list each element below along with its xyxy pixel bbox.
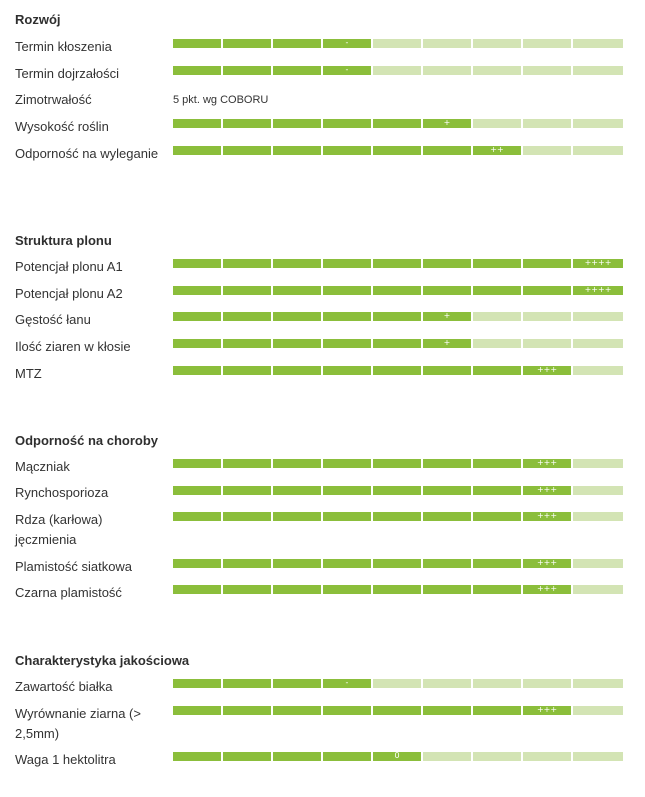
rating-segment-filled: [273, 706, 321, 715]
rating-segment-filled: [423, 486, 471, 495]
rating-segment-empty: [473, 39, 521, 48]
rating-segment-filled: [223, 119, 271, 128]
row-label: Wysokość roślin: [15, 119, 109, 134]
rating-segment-filled: [273, 119, 321, 128]
rating-segment-empty: [423, 66, 471, 75]
rating-segment-empty: [573, 146, 623, 155]
rating-segment-filled: [223, 339, 271, 348]
rating-segment-empty: [573, 512, 623, 521]
rating-segment-filled: [173, 312, 221, 321]
rating-segment-empty: [573, 752, 623, 761]
rating-segment-filled: [273, 752, 321, 761]
rating-segment-filled: [423, 459, 471, 468]
rating-segment-filled: [473, 512, 521, 521]
rating-segment-filled: [373, 146, 421, 155]
rating-segment-filled: [173, 706, 221, 715]
rating-segment-empty: [523, 66, 571, 75]
row-label: Termin kłoszenia: [15, 39, 112, 54]
rating-segment-empty: [523, 312, 571, 321]
rating-segment-empty: [573, 39, 623, 48]
row-label: Rynchosporioza: [15, 485, 109, 500]
rating-segment-filled: [173, 752, 221, 761]
rating-segment-filled: [423, 366, 471, 375]
rating-bar: [173, 512, 625, 521]
rating-segment-filled: [223, 286, 271, 295]
rating-mark: 0: [394, 751, 400, 760]
rating-bar: [173, 66, 625, 75]
row-label: Czarna plamistość: [15, 585, 122, 600]
rating-segment-filled: [323, 119, 371, 128]
row-label: Odporność na wyleganie: [15, 146, 159, 161]
rating-segment-filled: [373, 366, 421, 375]
rating-segment-filled: [323, 679, 371, 688]
rating-segment-filled: [173, 119, 221, 128]
rating-segment-empty: [573, 339, 623, 348]
rating-segment-filled: [423, 559, 471, 568]
rating-segment-filled: [523, 706, 571, 715]
rating-segment-filled: [423, 312, 471, 321]
rating-bar: [173, 752, 625, 761]
rating-segment-filled: [273, 366, 321, 375]
rating-segment-filled: [173, 259, 221, 268]
rating-mark: +++: [536, 458, 558, 467]
rating-segment-empty: [573, 119, 623, 128]
rating-segment-filled: [373, 259, 421, 268]
rating-segment-filled: [323, 39, 371, 48]
rating-segment-filled: [223, 486, 271, 495]
rating-segment-filled: [323, 752, 371, 761]
rating-segment-filled: [173, 146, 221, 155]
rating-segment-filled: [373, 752, 421, 761]
row-label: Rdza (karłowa) jęczmienia: [15, 512, 103, 547]
rating-mark: +: [443, 118, 451, 127]
rating-mark: +++: [536, 705, 558, 714]
rating-bar: [173, 459, 625, 468]
rating-segment-empty: [473, 66, 521, 75]
section-title: Rozwój: [15, 12, 61, 27]
rating-mark: -: [345, 38, 349, 47]
rating-segment-filled: [273, 339, 321, 348]
rating-segment-empty: [473, 339, 521, 348]
section-title: Odporność na choroby: [15, 433, 159, 448]
rating-segment-empty: [423, 679, 471, 688]
rating-bar: [173, 706, 625, 715]
rating-segment-filled: [173, 585, 221, 594]
row-label: Waga 1 hektolitra: [15, 752, 116, 767]
rating-segment-empty: [573, 559, 623, 568]
rating-segment-filled: [323, 706, 371, 715]
rating-segment-filled: [523, 512, 571, 521]
rating-bar: [173, 366, 625, 375]
rating-segment-filled: [373, 512, 421, 521]
rating-segment-filled: [373, 459, 421, 468]
rating-segment-filled: [323, 312, 371, 321]
rating-segment-filled: [273, 146, 321, 155]
rating-segment-filled: [523, 486, 571, 495]
section-title: Struktura plonu: [15, 233, 112, 248]
rating-mark: +: [443, 311, 451, 320]
rating-segment-filled: [273, 512, 321, 521]
rating-segment-empty: [423, 39, 471, 48]
rating-segment-filled: [323, 286, 371, 295]
rating-segment-filled: [473, 585, 521, 594]
rating-segment-filled: [373, 286, 421, 295]
rating-bar: [173, 486, 625, 495]
row-label: Potencjał plonu A2: [15, 286, 123, 301]
rating-segment-filled: [273, 66, 321, 75]
rating-segment-filled: [423, 339, 471, 348]
rating-segment-filled: [323, 259, 371, 268]
rating-bar: [173, 559, 625, 568]
rating-segment-filled: [473, 259, 521, 268]
rating-segment-empty: [573, 706, 623, 715]
rating-segment-filled: [323, 146, 371, 155]
rating-segment-filled: [323, 339, 371, 348]
rating-text-value: 5 pkt. wg COBORU: [173, 94, 269, 106]
rating-segment-empty: [573, 459, 623, 468]
rating-segment-empty: [523, 119, 571, 128]
rating-bar: [173, 585, 625, 594]
rating-segment-filled: [223, 366, 271, 375]
rating-segment-filled: [473, 459, 521, 468]
rating-segment-filled: [173, 286, 221, 295]
rating-segment-filled: [273, 459, 321, 468]
rating-segment-filled: [373, 585, 421, 594]
rating-segment-empty: [573, 679, 623, 688]
rating-segment-empty: [523, 339, 571, 348]
rating-segment-empty: [473, 752, 521, 761]
rating-segment-filled: [173, 366, 221, 375]
rating-segment-empty: [573, 66, 623, 75]
rating-segment-filled: [273, 39, 321, 48]
rating-segment-filled: [223, 66, 271, 75]
rating-segment-filled: [473, 286, 521, 295]
rating-mark: +: [443, 338, 451, 347]
row-label: Potencjał plonu A1: [15, 259, 123, 274]
rating-segment-empty: [523, 146, 571, 155]
rating-segment-filled: [223, 459, 271, 468]
rating-segment-empty: [423, 752, 471, 761]
rating-mark: +++: [536, 485, 558, 494]
rating-segment-filled: [523, 286, 571, 295]
rating-segment-filled: [273, 486, 321, 495]
rating-segment-filled: [223, 559, 271, 568]
rating-segment-empty: [573, 486, 623, 495]
row-label: Plamistość siatkowa: [15, 559, 133, 574]
rating-segment-filled: [273, 286, 321, 295]
rating-segment-filled: [323, 585, 371, 594]
rating-mark: ++++: [584, 258, 612, 267]
rating-segment-filled: [423, 706, 471, 715]
rating-segment-filled: [373, 312, 421, 321]
rating-segment-filled: [373, 119, 421, 128]
rating-segment-filled: [223, 679, 271, 688]
rating-segment-filled: [323, 459, 371, 468]
rating-segment-empty: [573, 312, 623, 321]
rating-segment-empty: [573, 366, 623, 375]
rating-segment-filled: [223, 706, 271, 715]
rating-segment-filled: [473, 706, 521, 715]
rating-segment-filled: [173, 66, 221, 75]
row-label: Termin dojrzałości: [15, 66, 120, 81]
rating-segment-filled: [373, 559, 421, 568]
rating-segment-filled: [273, 559, 321, 568]
row-label: Wyrównanie ziarna (> 2,5mm): [15, 706, 141, 741]
rating-segment-filled: [473, 559, 521, 568]
rating-segment-filled: [323, 66, 371, 75]
rating-segment-filled: [173, 512, 221, 521]
rating-segment-filled: [223, 585, 271, 594]
rating-segment-filled: [173, 679, 221, 688]
rating-segment-empty: [523, 679, 571, 688]
rating-segment-filled: [373, 339, 421, 348]
rating-segment-filled: [173, 459, 221, 468]
rating-segment-filled: [423, 259, 471, 268]
rating-bar: [173, 339, 625, 348]
row-label: Ilość ziaren w kłosie: [15, 339, 131, 354]
rating-segment-filled: [173, 39, 221, 48]
rating-segment-filled: [473, 486, 521, 495]
rating-mark: ++: [490, 145, 504, 154]
rating-segment-filled: [273, 259, 321, 268]
rating-segment-filled: [523, 559, 571, 568]
rating-segment-filled: [173, 339, 221, 348]
rating-segment-filled: [573, 259, 623, 268]
rating-bar: [173, 39, 625, 48]
rating-segment-filled: [223, 752, 271, 761]
rating-segment-filled: [523, 366, 571, 375]
rating-segment-filled: [223, 146, 271, 155]
rating-segment-filled: [373, 706, 421, 715]
rating-segment-filled: [523, 585, 571, 594]
rating-segment-filled: [423, 286, 471, 295]
rating-segment-filled: [423, 119, 471, 128]
rating-segment-empty: [373, 66, 421, 75]
rating-segment-filled: [473, 146, 521, 155]
rating-mark: ++++: [584, 285, 612, 294]
rating-segment-filled: [273, 679, 321, 688]
rating-bar: [173, 259, 625, 268]
rating-segment-filled: [323, 486, 371, 495]
rating-segment-filled: [423, 146, 471, 155]
rating-segment-filled: [523, 459, 571, 468]
rating-segment-empty: [373, 39, 421, 48]
rating-bar: [173, 146, 625, 155]
rating-segment-filled: [223, 312, 271, 321]
rating-segment-filled: [173, 486, 221, 495]
rating-segment-filled: [323, 366, 371, 375]
rating-segment-filled: [173, 559, 221, 568]
rating-segment-filled: [523, 259, 571, 268]
rating-segment-empty: [473, 312, 521, 321]
rating-segment-filled: [323, 512, 371, 521]
rating-bar: [173, 119, 625, 128]
rating-segment-empty: [573, 585, 623, 594]
rating-mark: +++: [536, 584, 558, 593]
rating-segment-filled: [573, 286, 623, 295]
rating-segment-filled: [423, 512, 471, 521]
rating-segment-filled: [273, 585, 321, 594]
rating-bar: [173, 679, 625, 688]
rating-segment-filled: [223, 39, 271, 48]
rating-mark: +++: [536, 511, 558, 520]
rating-segment-empty: [523, 39, 571, 48]
rating-bar: [173, 286, 625, 295]
rating-segment-empty: [473, 119, 521, 128]
rating-segment-empty: [473, 679, 521, 688]
rating-segment-filled: [423, 585, 471, 594]
row-label: Zawartość białka: [15, 679, 113, 694]
rating-segment-filled: [323, 559, 371, 568]
section-title: Charakterystyka jakościowa: [15, 653, 190, 668]
rating-mark: +++: [536, 365, 558, 374]
rating-segment-filled: [223, 259, 271, 268]
row-label: Zimotrwałość: [15, 92, 92, 107]
rating-mark: +++: [536, 558, 558, 567]
rating-segment-empty: [373, 679, 421, 688]
rating-bar: [173, 312, 625, 321]
rating-segment-filled: [373, 486, 421, 495]
rating-mark: -: [345, 65, 349, 74]
rating-segment-filled: [473, 366, 521, 375]
row-label: Gęstość łanu: [15, 312, 91, 327]
row-label: Mączniak: [15, 459, 70, 474]
rating-segment-filled: [273, 312, 321, 321]
row-label: MTZ: [15, 366, 42, 381]
rating-mark: -: [345, 678, 349, 687]
rating-segment-filled: [223, 512, 271, 521]
rating-segment-empty: [523, 752, 571, 761]
